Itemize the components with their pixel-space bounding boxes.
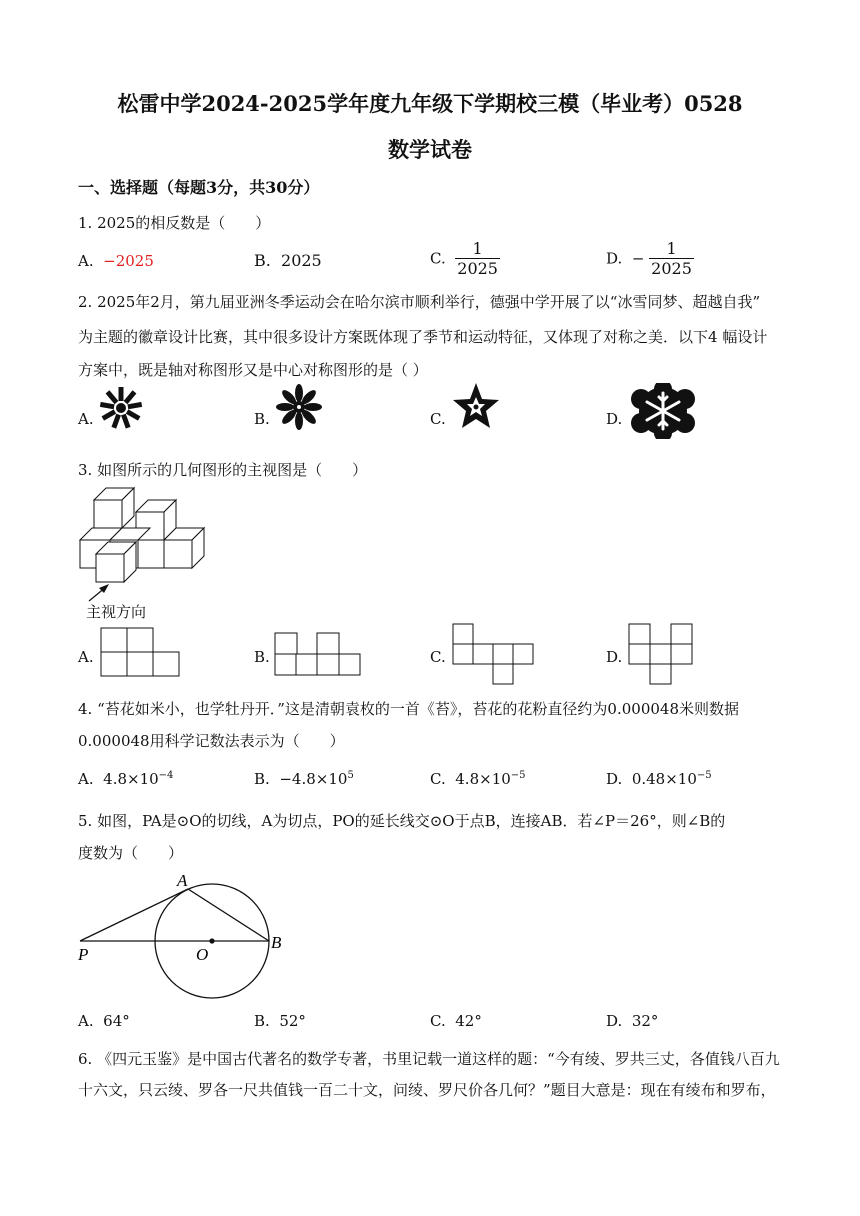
option-value: 2025: [281, 251, 322, 270]
q5-line-1: 5. 如图，PA是⊙O的切线，A为切点，PO的延长线交⊙O于点B，连接AB．若∠P＝26°，则∠B的: [78, 812, 726, 830]
q2-label-b: B.: [254, 410, 270, 428]
q4-option-a: [78, 770, 173, 788]
option-base: 0.48×10: [631, 770, 697, 788]
snowflake-emblem-d-icon: [628, 383, 698, 439]
q5-option-d: [606, 1012, 658, 1030]
q6-line-2: 十六文，只云绫、罗各一尺共值钱一百二十文，问绫、罗尺价各几何？”题目大意是：现在有绫布和罗布，: [78, 1081, 776, 1099]
q3-stem: 3. 如图所示的几何图形的主视图是（ ）: [78, 461, 368, 479]
view-direction-label: 主视方向: [86, 603, 147, 621]
page-title: 松雷中学2024-2025学年度九年级下学期校三模（毕业考）0528: [117, 91, 743, 116]
q4-line-1: 4. “苔花如米小，也学牡丹开．”这是清朝袁枚的一首《苔》，苔花的花粉直径约为0.000048米则数据: [78, 700, 739, 718]
q2-label-d: D.: [606, 410, 623, 428]
option-base: 4.8×10: [103, 770, 159, 788]
point-o-label: O: [196, 945, 209, 964]
option-value: 52°: [279, 1012, 306, 1030]
q2-label-a: A.: [78, 410, 94, 428]
point-b-label: B: [271, 933, 282, 952]
q1-option-b: [254, 251, 322, 270]
front-view-c-figure: [452, 623, 534, 687]
q1-option-d: [606, 239, 694, 278]
flower-emblem-b-icon: [275, 383, 323, 431]
front-view-b-figure: [274, 632, 362, 676]
option-label: D.: [606, 1012, 623, 1030]
option-label: A.: [78, 770, 94, 788]
point-p-label: P: [78, 945, 89, 964]
fraction: [455, 239, 500, 278]
tangent-circle-figure: [76, 868, 292, 1004]
star-emblem-c-icon: [450, 381, 502, 433]
option-label: A.: [78, 252, 94, 270]
denominator: 2025: [457, 259, 498, 278]
option-label: D.: [606, 249, 623, 268]
option-exponent: −4: [158, 770, 174, 781]
numerator: 1: [472, 239, 483, 258]
snowflake-emblem-a-icon: [98, 385, 144, 431]
q3-label-d: D.: [606, 648, 623, 666]
option-value: 32°: [631, 1012, 659, 1030]
option-base: −4.8×10: [279, 770, 348, 788]
q4-option-c: [430, 770, 526, 788]
option-label: D.: [606, 770, 623, 788]
q5-line-2: 度数为（ ）: [78, 844, 184, 862]
fraction: [649, 239, 694, 278]
option-label: B.: [254, 770, 270, 788]
page-subtitle: 数学试卷: [388, 137, 472, 162]
minus-sign: −: [631, 249, 645, 268]
option-value: 64°: [103, 1012, 130, 1030]
option-exponent: 5: [347, 770, 354, 781]
q5-option-c: [430, 1012, 482, 1030]
q3-label-c: C.: [430, 648, 446, 666]
option-value: 42°: [455, 1012, 482, 1030]
option-label: A.: [78, 1012, 94, 1030]
q6-line-1: 6. 《四元玉鉴》是中国古代著名的数学专著，书里记载一道这样的题：“今有绫、罗共三丈，各值钱八百九: [78, 1050, 780, 1068]
option-base: 4.8×10: [455, 770, 511, 788]
cube-stack-figure: [76, 482, 208, 584]
q3-label-a: A.: [78, 648, 94, 666]
q5-option-a: [78, 1012, 130, 1030]
q1-option-c: [430, 239, 500, 278]
q4-line-2: 0.000048用科学记数法表示为（ ）: [78, 732, 345, 750]
q4-option-b: [254, 770, 354, 788]
option-exponent: −5: [510, 770, 526, 781]
option-label: B.: [254, 251, 271, 270]
section-heading: 一、选择题（每题3分，共30分）: [78, 178, 320, 197]
q2-line-3: 方案中，既是轴对称图形又是中心对称图形的是（ ）: [78, 361, 428, 379]
q4-option-d: [606, 770, 712, 788]
option-label: B.: [254, 1012, 270, 1030]
q1-option-a: [78, 252, 154, 270]
option-label: C.: [430, 1012, 446, 1030]
numerator: 1: [666, 239, 677, 258]
option-label: C.: [430, 249, 446, 268]
front-view-a-figure: [100, 627, 180, 677]
q2-label-c: C.: [430, 410, 446, 428]
denominator: 2025: [651, 259, 692, 278]
option-label: C.: [430, 770, 446, 788]
q5-option-b: [254, 1012, 306, 1030]
q1-answer-value: −2025: [103, 252, 154, 270]
point-a-label: A: [177, 871, 188, 890]
q2-line-2: 为主题的徽章设计比赛，其中很多设计方案既体现了季节和运动特征，又体现了对称之美．以下4 幅设计: [78, 328, 768, 346]
front-view-d-figure: [628, 623, 694, 687]
q3-label-b: B.: [254, 648, 270, 666]
q1-stem: 1. 2025的相反数是（ ）: [78, 214, 271, 232]
q2-line-1: 2. 2025年2月，第九届亚洲冬季运动会在哈尔滨市顺利举行，德强中学开展了以“冰雪同梦、超越自我”: [78, 293, 761, 311]
option-exponent: −5: [696, 770, 712, 781]
